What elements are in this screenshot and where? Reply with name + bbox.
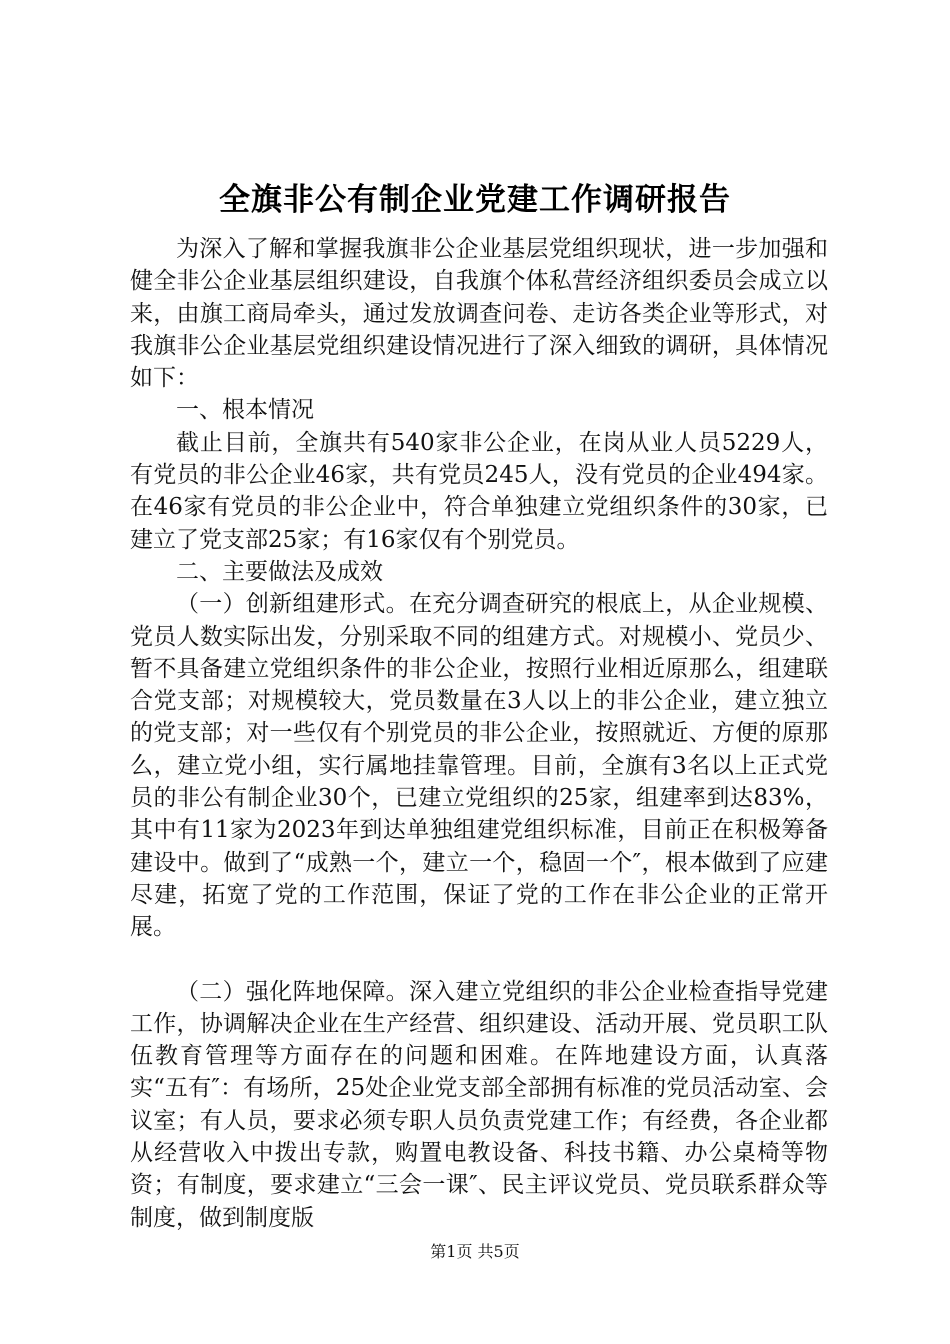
section-heading-basic: 一、根本情况 (176, 397, 314, 424)
basic-situation-paragraph: 截止目前，全旗共有540家非公企业，在岗从业人员5229人，有党员的非公企业46家，共有党员245人，没有党员的企业494家。在46家有党员的非公企业中，符合单独建立党组织条件的30家，已建立了党支部25家；有16家仅有个别党员。 (130, 429, 828, 553)
page-footer: 第1页 共5页 (430, 1242, 520, 1261)
intro-paragraph: 为深入了解和掌握我旗非公企业基层党组织现状，进一步加强和健全非公企业基层组织建设，自我旗个体私营经济组织委员会成立以来，由旗工商局牵头，通过发放调查问卷、走访各类企业等形式，对我旗非公企业基层党组织建设情况进行了深入细致的调研，具体情况如下： (130, 236, 828, 392)
document-body (130, 233, 828, 1234)
practice-2-paragraph: （二）强化阵地保障。深入建立党组织的非公企业检查指导党建工作，协调解决企业在生产经营、组织建设、活动开展、党员职工队伍教育管理等方面存在的问题和困难。在阵地建设方面，认真落实“五有″：有场所，25处企业党支部全部拥有标准的党员活动室、会议室；有人员，要求必须专职人员负责党建工作；有经费，各企业都从经营收入中拨出专款，购置电教设备、科技书籍、办公桌椅等物资；有制度，要求建立“三会一课″、民主评议党员、党员联系群众等制度，做到制度版 (130, 978, 828, 1231)
section-heading-practices: 二、主要做法及成效 (176, 558, 383, 585)
practice-1-paragraph: （一）创新组建形式。在充分调查研究的根底上，从企业规模、党员人数实际出发，分别采取不同的组建方式。对规模小、党员少、暂不具备建立党组织条件的非公企业，按照行业相近原那么，组建联合党支部；对规模较大，党员数量在3人以上的非公企业，建立独立的党支部；对一些仅有个别党员的非公企业，按照就近、方便的原那么，建立党小组，实行属地挂靠管理。目前，全旗有3名以上正式党员的非公有制企业30个，已建立党组织的25家，组建率到达83%，其中有11家为2023年到达单独组建党组织标准，目前正在积极筹备建设中。做到了“成熟一个，建立一个，稳固一个″，根本做到了应建尽建，拓宽了党的工作范围，保证了党的工作在非公企业的正常开展。 (130, 591, 828, 941)
document-title: 全旗非公有制企业党建工作调研报告 (219, 182, 731, 218)
